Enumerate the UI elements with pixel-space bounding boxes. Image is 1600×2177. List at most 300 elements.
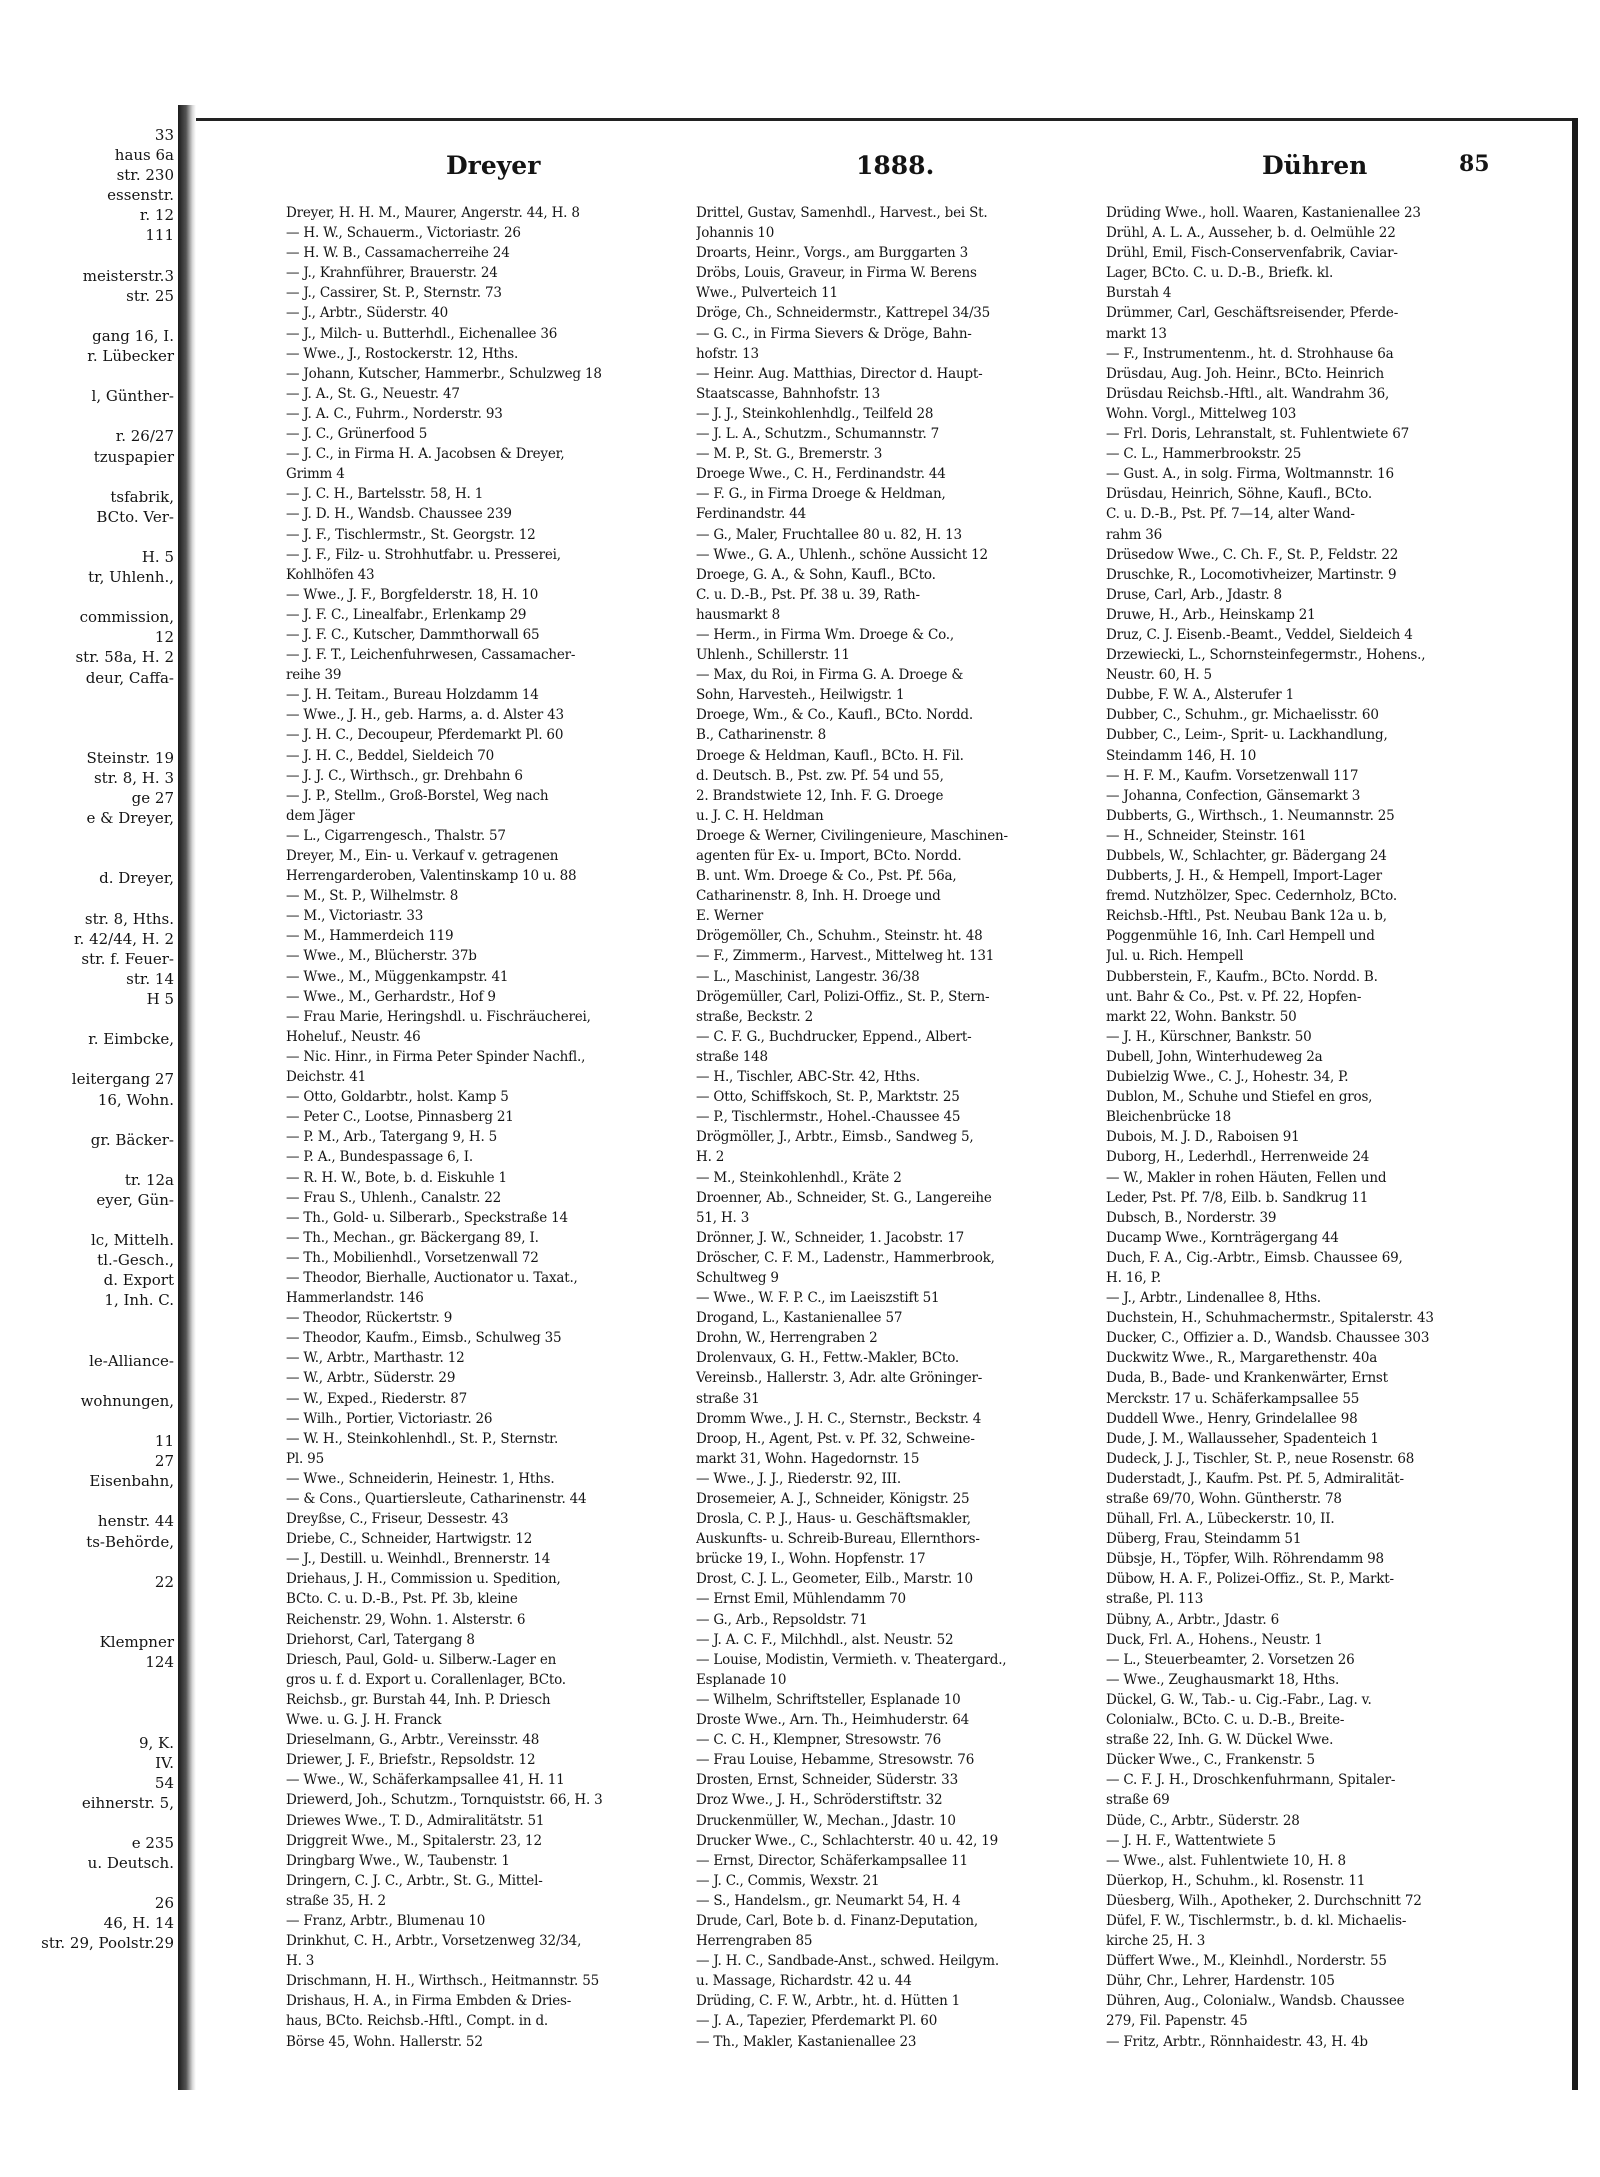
directory-entry-line: Esplanade 10 — [696, 1671, 787, 1688]
book-gutter — [178, 105, 196, 2090]
directory-entry-line: — Frau Louise, Hebamme, Stresowstr. 76 — [696, 1752, 975, 1769]
directory-entry-line: — Nic. Hinr., in Firma Peter Spinder Nachfl., — [286, 1048, 586, 1065]
directory-entry-line: Drönner, J. W., Schneider, 1. Jacobstr. 17 — [696, 1229, 965, 1246]
directory-entry-line: Drinkhut, C. H., Arbtr., Vorsetzenweg 32/34, — [286, 1933, 582, 1950]
directory-entry-line: — Wilh., Portier, Victoriastr. 26 — [286, 1410, 493, 1427]
previous-page-fragment: IV. — [155, 1753, 174, 1772]
directory-entry-line: Dringbarg Wwe., W., Taubenstr. 1 — [286, 1852, 510, 1869]
previous-page-fragment: 1, Inh. C. — [104, 1291, 174, 1310]
previous-page-fragment: 9, K. — [138, 1733, 174, 1752]
directory-entry-line: brücke 19, I., Wohn. Hopfenstr. 17 — [696, 1551, 926, 1568]
directory-entry-line: — Wwe., Zeughausmarkt 18, Hths. — [1106, 1671, 1340, 1688]
directory-entry-line: Dubsch, B., Norderstr. 39 — [1106, 1209, 1277, 1226]
previous-page-fragment — [0, 1049, 180, 1069]
directory-entry-line: — W. H., Steinkohlenhdl., St. P., Sternstr. — [286, 1430, 559, 1447]
directory-entry-line: Droop, H., Agent, Pst. v. Pf. 32, Schweine- — [696, 1430, 975, 1447]
previous-page-fragment: 16, Wohn. — [97, 1090, 174, 1109]
directory-entry-line: Driehorst, Carl, Tatergang 8 — [286, 1631, 475, 1648]
directory-entry-line: — L., Steuerbeamter, 2. Vorsetzen 26 — [1106, 1651, 1355, 1668]
directory-entry-line: Dückel, G. W., Tab.- u. Cig.-Fabr., Lag. v. — [1106, 1691, 1372, 1708]
directory-entry-line: H. 16, P. — [1106, 1269, 1161, 1286]
directory-entry-line: — Wwe., M., Müggenkampstr. 41 — [286, 968, 509, 985]
directory-entry-line: — H., Schneider, Steinstr. 161 — [1106, 827, 1307, 844]
directory-entry-line: Catharinenstr. 8, Inh. H. Droege und — [696, 888, 941, 905]
directory-entry-line: — Johanna, Confection, Gänsemarkt 3 — [1106, 787, 1361, 804]
directory-entry-line: — Wwe., J. F., Borgfelderstr. 18, H. 10 — [286, 586, 539, 603]
directory-entry-line: — F., Zimmerm., Harvest., Mittelweg ht. 131 — [696, 948, 995, 965]
previous-page-fragment: gang 16, I. — [92, 326, 174, 345]
previous-page-fragment: tr. 12a — [124, 1170, 174, 1189]
directory-entry-line: straße 69/70, Wohn. Güntherstr. 78 — [1106, 1491, 1342, 1507]
directory-entry-line: — & Cons., Quartiersleute, Catharinenstr. 44 — [286, 1491, 587, 1507]
previous-page-fragment — [0, 1371, 180, 1391]
directory-entry-line: — Th., Gold- u. Silberarb., Speckstraße 14 — [286, 1209, 568, 1226]
directory-entry-line: Drohn, W., Herrengraben 2 — [696, 1330, 878, 1347]
previous-page-fragment: 124 — [145, 1653, 174, 1672]
previous-page-fragment: haus 6a — [114, 146, 174, 165]
directory-entry-line: Dröge, Ch., Schneidermstr., Kattrepel 34/35 — [696, 305, 991, 322]
directory-entry-line: B., Catharinenstr. 8 — [696, 727, 826, 744]
directory-entry-line: unt. Bahr & Co., Pst. v. Pf. 22, Hopfen- — [1106, 988, 1362, 1005]
directory-entry-line: Hammerlandstr. 146 — [286, 1290, 424, 1307]
directory-entry-line: — S., Handelsm., gr. Neumarkt 54, H. 4 — [696, 1892, 961, 1909]
directory-entry-line: Droege, Wm., & Co., Kaufl., BCto. Nordd. — [696, 707, 973, 724]
previous-page-fragment: u. Deutsch. — [87, 1854, 174, 1873]
directory-entry-line: Droege & Werner, Civilingenieure, Maschinen- — [696, 827, 1008, 844]
directory-entry-line: Staatscasse, Bahnhofstr. 13 — [696, 385, 881, 402]
directory-entry-line: — J., Arbtr., Lindenallee 8, Hths. — [1106, 1290, 1321, 1307]
previous-page-fragment — [0, 1552, 180, 1572]
directory-entry-line: Drittel, Gustav, Samenhdl., Harvest., bei St. — [696, 205, 988, 221]
directory-entry-line: Wohn. Vorgl., Mittelweg 103 — [1106, 405, 1297, 422]
directory-entry-line: — J., Krahnführer, Brauerstr. 24 — [286, 265, 498, 282]
directory-entry-line: — P., Tischlermstr., Hohel.-Chaussee 45 — [696, 1109, 961, 1126]
header-year: 1888. — [856, 151, 935, 180]
previous-page-fragment: str. f. Feuer- — [81, 949, 174, 968]
previous-page-fragment: leitergang 27 — [71, 1070, 174, 1089]
directory-entry-line: — Wwe., G. A., Uhlenh., schöne Aussicht 12 — [696, 546, 988, 563]
directory-entry-line: Druse, Carl, Arb., Jdastr. 8 — [1106, 586, 1282, 603]
previous-page-fragment — [0, 1311, 180, 1331]
previous-page-fragment — [0, 708, 180, 728]
previous-page-fragment — [0, 1612, 180, 1632]
directory-entry-line: straße, Beckstr. 2 — [696, 1008, 813, 1025]
directory-entry-line: — J., Cassirer, St. P., Sternstr. 73 — [286, 285, 502, 302]
directory-entry-line: — Louise, Modistin, Vermieth. v. Theatergard., — [696, 1651, 1007, 1668]
directory-entry-line: Reichsb.-Hftl., Pst. Neubau Bank 12a u. b, — [1106, 908, 1387, 925]
directory-entry-line: — F., Instrumentenm., ht. d. Strohhause 6a — [1106, 345, 1394, 362]
directory-entry-line: Drüsedow Wwe., C. Ch. F., St. P., Feldstr. 22 — [1106, 546, 1399, 563]
directory-entry-line: Dubberstein, F., Kaufm., BCto. Nordd. B. — [1106, 968, 1378, 985]
directory-entry-line: Drolenvaux, G. H., Fettw.-Makler, BCto. — [696, 1350, 959, 1367]
directory-entry-line: Drögmöller, J., Arbtr., Eimsb., Sandweg 5, — [696, 1129, 974, 1146]
directory-entry-line: — Heinr. Aug. Matthias, Director d. Haupt- — [696, 365, 983, 382]
directory-entry-line: Dromm Wwe., J. H. C., Sternstr., Beckstr. 4 — [696, 1410, 982, 1427]
directory-entry-line: Drosten, Ernst, Schneider, Süderstr. 33 — [696, 1772, 958, 1789]
directory-entry-line: Colonialw., BCto. C. u. D.-B., Breite- — [1106, 1712, 1345, 1729]
previous-page-fragment: d. Dreyer, — [99, 869, 174, 888]
directory-entry-line: Duck, Frl. A., Hohens., Neustr. 1 — [1106, 1631, 1323, 1648]
previous-page-fragment: 27 — [154, 1452, 174, 1471]
directory-entry-line: — Th., Mechan., gr. Bäckergang 89, I. — [286, 1229, 539, 1246]
directory-entry-line: — J. J., Steinkohlenhdlg., Teilfeld 28 — [696, 405, 934, 422]
directory-entry-line: — G., Arb., Repsoldstr. 71 — [696, 1611, 868, 1628]
previous-page-fragment: 26 — [154, 1894, 174, 1913]
header-right-keyword: Dühren — [1262, 151, 1368, 180]
previous-page-fragment: str. 8, Hths. — [84, 909, 174, 928]
directory-entry-line: Drüsdau, Aug. Joh. Heinr., BCto. Heinrich — [1106, 365, 1384, 382]
directory-entry-line: — M., Steinkohlenhdl., Kräte 2 — [696, 1169, 902, 1186]
directory-entry-line: Driggreit Wwe., M., Spitalerstr. 23, 12 — [286, 1832, 542, 1849]
directory-entry-line: markt 31, Wohn. Hagedornstr. 15 — [696, 1450, 920, 1467]
directory-entry-line: — J. L. A., Schutzm., Schumannstr. 7 — [696, 426, 940, 443]
directory-entry-line: — W., Arbtr., Marthastr. 12 — [286, 1350, 465, 1367]
directory-entry-line: Drögemüller, Carl, Polizi-Offiz., St. P., Stern- — [696, 988, 990, 1005]
directory-entry-line: — Ernst, Director, Schäferkampsallee 11 — [696, 1852, 968, 1869]
directory-entry-line: — P. M., Arb., Tatergang 9, H. 5 — [286, 1129, 498, 1146]
directory-entry-line: Johannis 10 — [696, 225, 775, 242]
previous-page-fragment: ge 27 — [131, 789, 174, 808]
directory-entry-line: Dübny, A., Arbtr., Jdastr. 6 — [1106, 1611, 1280, 1628]
directory-entry-line: Steindamm 146, H. 10 — [1106, 747, 1257, 764]
directory-entry-line: — Wwe., W. F. P. C., im Laeiszstift 51 — [696, 1290, 940, 1307]
directory-entry-line: rahm 36 — [1106, 526, 1163, 543]
directory-entry-line: — J. C., Commis, Wexstr. 21 — [696, 1872, 880, 1889]
page-number: 85 — [1459, 151, 1490, 177]
previous-page-fragment: str. 29, Poolstr.29 — [41, 1934, 174, 1953]
directory-entry-line: Droz Wwe., J. H., Schröderstiftstr. 32 — [696, 1792, 943, 1809]
directory-entry-line: Düffert Wwe., M., Kleinhdl., Norderstr. 55 — [1106, 1953, 1387, 1970]
directory-entry-line: Duch, F. A., Cig.-Arbtr., Eimsb. Chaussee 69, — [1106, 1249, 1403, 1266]
previous-page-fragment: 22 — [154, 1572, 174, 1591]
previous-page-fragment: tsfabrik, — [110, 487, 174, 506]
previous-page-fragment: tr, Uhlenh., — [88, 568, 174, 587]
directory-entry-line: — Wwe., J., Rostockerstr. 12, Hths. — [286, 345, 519, 362]
previous-page-fragment: henstr. 44 — [97, 1512, 174, 1531]
previous-page-fragment — [0, 1411, 180, 1431]
directory-entry-line: Düesberg, Wilh., Apotheker, 2. Durchschnitt 72 — [1106, 1892, 1422, 1909]
directory-entry-line: Dringern, C. J. C., Arbtr., St. G., Mittel- — [286, 1872, 543, 1889]
directory-entry-line: Reichenstr. 29, Wohn. 1. Alsterstr. 6 — [286, 1611, 526, 1628]
directory-entry-line: Dubber, C., Leim-, Sprit- u. Lackhandlung, — [1106, 727, 1388, 744]
directory-entry-line: — C. L., Hammerbrookstr. 25 — [1106, 446, 1302, 463]
previous-page-fragment: le-Alliance- — [89, 1351, 174, 1370]
directory-entry-line: — G., Maler, Fruchtallee 80 u. 82, H. 13 — [696, 526, 962, 543]
directory-entry-line: — H. F. M., Kaufm. Vorsetzenwall 117 — [1106, 767, 1359, 784]
directory-entry-line: — J. H. C., Decoupeur, Pferdemarkt Pl. 60 — [286, 727, 564, 744]
directory-entry-line: straße 35, H. 2 — [286, 1892, 386, 1909]
previous-page-fragment: 11 — [154, 1432, 174, 1451]
directory-column-2 — [696, 203, 1098, 2063]
directory-entry-line: Dubielzig Wwe., C. J., Hohestr. 34, P. — [1106, 1069, 1349, 1086]
directory-entry-line: — Wwe., M., Gerhardstr., Hof 9 — [286, 988, 496, 1005]
directory-entry-line: Dübow, H. A. F., Polizei-Offiz., St. P., Markt- — [1106, 1571, 1394, 1588]
directory-entry-line: Drischmann, H. H., Wirthsch., Heitmannstr. 55 — [286, 1973, 600, 1990]
previous-page-fragment — [0, 366, 180, 386]
directory-entry-line: Droarts, Heinr., Vorgs., am Burggarten 3 — [696, 245, 968, 262]
directory-entry-line: u. Massage, Richardstr. 42 u. 44 — [696, 1973, 912, 1990]
directory-entry-line: — F. G., in Firma Droege & Heldman, — [696, 486, 946, 503]
directory-entry-line: — J. C. H., Bartelsstr. 58, H. 1 — [286, 486, 484, 503]
directory-entry-line: Poggenmühle 16, Inh. Carl Hempell und — [1106, 928, 1375, 945]
directory-entry-line: Ducker, C., Offizier a. D., Wandsb. Chaussee 303 — [1106, 1330, 1430, 1347]
page-header — [196, 151, 1574, 195]
directory-entry-line: Drude, Carl, Bote b. d. Finanz-Deputation, — [696, 1912, 978, 1929]
directory-entry-line: — J. H. F., Wattentwiete 5 — [1106, 1832, 1276, 1849]
directory-entry-line: 279, Fil. Papenstr. 45 — [1106, 2013, 1248, 2030]
directory-entry-line: — Frau Marie, Heringshdl. u. Fischräucherei, — [286, 1008, 591, 1025]
directory-entry-line: haus, BCto. Reichsb.-Hftl., Compt. in d. — [286, 2013, 549, 2030]
directory-entry-line: d. Deutsch. B., Pst. zw. Pf. 54 und 55, — [696, 767, 944, 784]
directory-entry-line: Dubois, M. J. D., Raboisen 91 — [1106, 1129, 1300, 1146]
directory-entry-line: — J. A. C., Fuhrm., Norderstr. 93 — [286, 405, 503, 422]
directory-entry-line: Drüsdau, Heinrich, Söhne, Kaufl., BCto. — [1106, 486, 1372, 503]
directory-entry-line: — H. W. B., Cassamacherreihe 24 — [286, 245, 510, 262]
directory-entry-line: straße 69 — [1106, 1792, 1170, 1809]
directory-entry-line: Herrengraben 85 — [696, 1933, 813, 1950]
previous-page-fragment: tzuspapier — [93, 447, 174, 466]
directory-entry-line: Droste Wwe., Arn. Th., Heimhuderstr. 64 — [696, 1712, 970, 1729]
directory-entry-line: Schultweg 9 — [696, 1269, 779, 1286]
directory-entry-line: Vereinsb., Hallerstr. 3, Adr. alte Gröninger- — [696, 1370, 983, 1387]
directory-entry-line: — Gust. A., in solg. Firma, Woltmannstr. 16 — [1106, 466, 1394, 483]
directory-entry-line: 2. Brandstwiete 12, Inh. F. G. Droege — [696, 787, 944, 804]
directory-entry-line: — J. C., in Firma H. A. Jacobsen & Dreyer, — [286, 446, 565, 463]
previous-page-fragment: e 235 — [131, 1833, 174, 1852]
directory-entry-line: — J. H. C., Sandbade-Anst., schwed. Heilgym. — [696, 1953, 999, 1970]
directory-entry-line: Dühall, Frl. A., Lübeckerstr. 10, II. — [1106, 1511, 1335, 1528]
directory-entry-line: Ducamp Wwe., Kornträgergang 44 — [1106, 1229, 1339, 1246]
directory-entry-line: Dubberts, J. H., & Hempell, Import-Lager — [1106, 868, 1382, 885]
directory-entry-line: — Wwe., J. H., geb. Harms, a. d. Alster 43 — [286, 707, 564, 724]
previous-page-fragment: e & Dreyer, — [86, 809, 174, 828]
directory-entry-line: Driesch, Paul, Gold- u. Silberw.-Lager en — [286, 1651, 557, 1668]
directory-entry-line: — Franz, Arbtr., Blumenau 10 — [286, 1912, 486, 1929]
previous-page-fragment: BCto. Ver- — [96, 507, 174, 526]
previous-page-fragment: r. 12 — [139, 206, 174, 225]
directory-entry-line: Burstah 4 — [1106, 285, 1172, 302]
directory-entry-line: Driewes Wwe., T. D., Admiralitätstr. 51 — [286, 1812, 545, 1829]
directory-entry-line: Auskunfts- u. Schreib-Bureau, Ellernthors- — [696, 1531, 980, 1548]
directory-entry-line: Pl. 95 — [286, 1450, 324, 1467]
directory-entry-line: gros u. f. d. Export u. Corallenlager, BCto. — [286, 1671, 566, 1688]
previous-page-fragment: str. 25 — [126, 286, 174, 305]
directory-entry-line: Droege Wwe., C. H., Ferdinandstr. 44 — [696, 466, 946, 483]
previous-page-fragment: Klempner — [99, 1633, 174, 1652]
previous-page-fragment — [0, 848, 180, 868]
directory-entry-line: Dubell, John, Winterhudeweg 2a — [1106, 1048, 1323, 1065]
previous-page-fragment: essenstr. — [107, 186, 174, 205]
directory-entry-line: Drosemeier, A. J., Schneider, Königstr. 25 — [696, 1491, 970, 1507]
directory-entry-line: — J. F. T., Leichenfuhrwesen, Cassamacher- — [286, 647, 576, 664]
previous-page-fragment — [0, 587, 180, 607]
previous-page-fragment: ts-Behörde, — [86, 1532, 174, 1551]
previous-page-fragment — [0, 1331, 180, 1351]
directory-entry-line: — Frau S., Uhlenh., Canalstr. 22 — [286, 1189, 502, 1206]
directory-entry-line: Drost, C. J. L., Geometer, Eilb., Marstr. 10 — [696, 1571, 973, 1588]
previous-page-fragment — [0, 1210, 180, 1230]
directory-entry-line: Dübsje, H., Töpfer, Wilh. Röhrendamm 98 — [1106, 1551, 1384, 1568]
directory-entry-line: — Wwe., Schneiderin, Heinestr. 1, Hths. — [286, 1470, 555, 1487]
directory-entry-line: Drishaus, H. A., in Firma Embden & Dries- — [286, 1993, 572, 2010]
directory-entry-line: H. 2 — [696, 1149, 725, 1166]
previous-page-fragment: eyer, Gün- — [96, 1190, 174, 1209]
directory-entry-line: — Wwe., alst. Fuhlentwiete 10, H. 8 — [1106, 1852, 1346, 1869]
directory-entry-line: Kohlhöfen 43 — [286, 566, 375, 583]
previous-page-fragment — [0, 828, 180, 848]
directory-entry-line: Düfel, F. W., Tischlermstr., b. d. kl. Michaelis- — [1106, 1912, 1407, 1929]
directory-entry-line: Dröbs, Louis, Graveur, in Firma W. Berens — [696, 265, 977, 282]
directory-entry-line: — Otto, Schiffskoch, St. P., Marktstr. 25 — [696, 1089, 960, 1106]
directory-entry-line: kirche 25, H. 3 — [1106, 1933, 1206, 1950]
directory-entry-line: straße, Pl. 113 — [1106, 1591, 1204, 1608]
previous-page-fragment: str. 58a, H. 2 — [75, 648, 174, 667]
previous-page-fragment: H 5 — [146, 990, 174, 1009]
directory-entry-line: markt 13 — [1106, 325, 1167, 342]
directory-entry-line: H. 3 — [286, 1953, 315, 1970]
directory-entry-line: Drogand, L., Kastanienallee 57 — [696, 1310, 903, 1327]
directory-entry-line: fremd. Nutzhölzer, Spec. Cedernholz, BCto. — [1106, 888, 1397, 905]
directory-entry-line: Duderstadt, J., Kaufm. Pst. Pf. 5, Admiralität- — [1106, 1470, 1404, 1487]
directory-entry-line: — H., Tischler, ABC-Str. 42, Hths. — [696, 1069, 920, 1086]
directory-entry-line: — M., Hammerdeich 119 — [286, 928, 454, 945]
directory-entry-line: Druwe, H., Arb., Heinskamp 21 — [1106, 606, 1316, 623]
directory-entry-line: — Theodor, Bierhalle, Auctionator u. Taxat., — [286, 1269, 578, 1286]
directory-entry-line: Drümmer, Carl, Geschäftsreisender, Pferde- — [1106, 305, 1399, 322]
directory-entry-line: — J. C., Grünerfood 5 — [286, 426, 428, 443]
directory-entry-line: Dubberts, G., Wirthsch., 1. Neumannstr. 25 — [1106, 807, 1395, 824]
directory-entry-line: — L., Maschinist, Langestr. 36/38 — [696, 968, 920, 985]
directory-entry-line: dem Jäger — [286, 807, 355, 824]
previous-page-fragment — [0, 467, 180, 487]
directory-entry-line: Drögemöller, Ch., Schuhm., Steinstr. ht. 48 — [696, 928, 983, 945]
previous-page-fragment: deur, Caffa- — [85, 668, 174, 687]
directory-entry-line: Dubbe, F. W. A., Alsterufer 1 — [1106, 687, 1295, 704]
previous-page-fragment — [0, 728, 180, 748]
directory-entry-line: Düerkop, H., Schuhm., kl. Rosenstr. 11 — [1106, 1872, 1366, 1889]
directory-entry-line: — W., Exped., Riederstr. 87 — [286, 1390, 468, 1407]
directory-entry-line: — C. F. J. H., Droschkenfuhrmann, Spitaler- — [1106, 1772, 1396, 1789]
previous-page-fragment — [0, 1150, 180, 1170]
directory-entry-line: — Wilhelm, Schriftsteller, Esplanade 10 — [696, 1691, 961, 1708]
directory-entry-line: Drühl, Emil, Fisch-Conservenfabrik, Caviar- — [1106, 245, 1398, 262]
directory-entry-line: C. u. D.-B., Pst. Pf. 7—14, alter Wand- — [1106, 506, 1355, 523]
previous-page-fragment: l, Günther- — [91, 387, 174, 406]
directory-entry-line: — J. D. H., Wandsb. Chaussee 239 — [286, 506, 512, 523]
directory-entry-line: Dreyßse, C., Friseur, Dessestr. 43 — [286, 1511, 509, 1528]
previous-page-fragment: d. Export — [103, 1271, 174, 1290]
previous-page-fragment: H. 5 — [141, 547, 174, 566]
directory-entry-line: — M., Victoriastr. 33 — [286, 908, 424, 925]
directory-entry-line: Dreyer, M., Ein- u. Verkauf v. getragenen — [286, 848, 559, 864]
directory-entry-line: — J., Destill. u. Weinhdl., Brennerstr. 14 — [286, 1551, 551, 1568]
directory-entry-line: — Max, du Roi, in Firma G. A. Droege & — [696, 667, 964, 684]
directory-entry-line: Drosla, C. P. J., Haus- u. Geschäftsmakler, — [696, 1511, 971, 1528]
directory-entry-line: Drieselmann, G., Arbtr., Vereinsstr. 48 — [286, 1732, 540, 1749]
directory-entry-line: — J. A., St. G., Neuestr. 47 — [286, 385, 460, 402]
directory-entry-line: straße 22, Inh. G. W. Dückel Wwe. — [1106, 1732, 1334, 1749]
directory-entry-line: — Herm., in Firma Wm. Droege & Co., — [696, 626, 954, 643]
page-edge — [1572, 118, 1578, 2090]
directory-entry-line: — P. A., Bundespassage 6, I. — [286, 1149, 473, 1166]
previous-page-fragment: tl.-Gesch., — [97, 1251, 174, 1270]
directory-entry-line: Druschke, R., Locomotivheizer, Martinstr. 9 — [1106, 566, 1397, 583]
directory-entry-line: Drühl, A. L. A., Ausseher, b. d. Oelmühle 22 — [1106, 225, 1396, 242]
directory-entry-line: Droege & Heldman, Kaufl., BCto. H. Fil. — [696, 747, 964, 764]
directory-entry-line: Driehaus, J. H., Commission u. Spedition, — [286, 1571, 561, 1588]
previous-page-fragment — [0, 1110, 180, 1130]
directory-entry-line: — W., Arbtr., Süderstr. 29 — [286, 1370, 456, 1387]
previous-page-fragment: lc, Mittelh. — [90, 1231, 174, 1250]
previous-page-fragment: wohnungen, — [80, 1391, 174, 1410]
previous-page-fragment: r. Eimbcke, — [88, 1030, 174, 1049]
directory-entry-line: — J. H., Kürschner, Bankstr. 50 — [1106, 1028, 1312, 1045]
directory-entry-line: Düberg, Frau, Steindamm 51 — [1106, 1531, 1302, 1548]
directory-entry-line: — Johann, Kutscher, Hammerbr., Schulzweg 18 — [286, 365, 602, 382]
directory-entry-line: Merckstr. 17 u. Schäferkampsallee 55 — [1106, 1390, 1360, 1407]
directory-entry-line: Jul. u. Rich. Hempell — [1106, 948, 1244, 965]
directory-entry-line: Dücker Wwe., C., Frankenstr. 5 — [1106, 1752, 1315, 1769]
directory-entry-line: — R. H. W., Bote, b. d. Eiskuhle 1 — [286, 1169, 507, 1186]
directory-entry-line: hausmarkt 8 — [696, 606, 780, 623]
previous-page-fragment: str. 14 — [126, 969, 174, 988]
directory-entry-line: — Wwe., M., Blücherstr. 37b — [286, 948, 477, 965]
previous-page-fragment — [0, 1873, 180, 1893]
previous-page-fragment — [0, 688, 180, 708]
directory-entry-line: u. J. C. H. Heldman — [696, 807, 824, 824]
directory-entry-line: — J., Milch- u. Butterhdl., Eichenallee 36 — [286, 325, 558, 342]
directory-entry-line: Sohn, Harvesteh., Heilwigstr. 1 — [696, 687, 905, 704]
directory-entry-line: Duborg, H., Lederhdl., Herrenweide 24 — [1106, 1149, 1370, 1166]
directory-entry-line: — J. J. C., Wirthsch., gr. Drehbahn 6 — [286, 767, 523, 784]
directory-entry-line: Druz, C. J. Eisenb.-Beamt., Veddel, Sieldeich 4 — [1106, 626, 1413, 643]
directory-entry-line: — Wwe., W., Schäferkampsallee 41, H. 11 — [286, 1772, 565, 1789]
directory-entry-line: Dühren, Aug., Colonialw., Wandsb. Chaussee — [1106, 1993, 1405, 2010]
previous-page-fragment — [0, 527, 180, 547]
directory-entry-line: Droenner, Ab., Schneider, St. G., Langereihe — [696, 1189, 992, 1206]
directory-entry-line: — J. A., Tapezier, Pferdemarkt Pl. 60 — [696, 2013, 938, 2030]
directory-entry-line: — Ernst Emil, Mühlendamm 70 — [696, 1591, 906, 1608]
directory-entry-line: agenten für Ex- u. Import, BCto. Nordd. — [696, 848, 962, 864]
directory-entry-line: Hoheluf., Neustr. 46 — [286, 1028, 421, 1045]
directory-entry-line: — M. P., St. G., Bremerstr. 3 — [696, 446, 883, 463]
previous-page-fragment — [0, 1672, 180, 1692]
directory-entry-line: Druckenmüller, W., Mechan., Jdastr. 10 — [696, 1812, 956, 1829]
previous-page-fragment — [0, 246, 180, 266]
previous-page-fragment: str. 8, H. 3 — [93, 769, 174, 787]
previous-page-fragment: 111 — [145, 226, 174, 245]
directory-entry-line: Wwe., Pulverteich 11 — [696, 285, 838, 302]
directory-entry-line: — J. F., Tischlermstr., St. Georgstr. 12 — [286, 526, 536, 543]
directory-entry-line: — Peter C., Lootse, Pinnasberg 21 — [286, 1109, 514, 1126]
previous-page-fragment: Steinstr. 19 — [86, 748, 174, 767]
directory-entry-line: hofstr. 13 — [696, 345, 759, 362]
previous-page-fragment: 54 — [154, 1773, 174, 1792]
directory-entry-line: — J. F. C., Linealfabr., Erlenkamp 29 — [286, 606, 527, 623]
directory-entry-line: — Otto, Goldarbtr., holst. Kamp 5 — [286, 1089, 509, 1106]
previous-page-fragment — [0, 1491, 180, 1511]
previous-page-fragment: gr. Bäcker- — [90, 1130, 174, 1149]
directory-entry-line: Duchstein, H., Schuhmachermstr., Spitalerstr. 43 — [1106, 1310, 1434, 1327]
previous-page-fragment — [0, 1692, 180, 1712]
directory-entry-line: straße 148 — [696, 1048, 768, 1065]
directory-entry-line: B. unt. Wm. Droege & Co., Pst. Pf. 56a, — [696, 868, 957, 885]
directory-entry-line: — Frl. Doris, Lehranstalt, st. Fuhlentwiete 67 — [1106, 426, 1409, 443]
directory-entry-line: — M., St. P., Wilhelmstr. 8 — [286, 888, 459, 905]
directory-column-1 — [286, 203, 688, 2063]
directory-entry-line: Droege, G. A., & Sohn, Kaufl., BCto. — [696, 566, 936, 583]
directory-entry-line: E. Werner — [696, 908, 763, 925]
